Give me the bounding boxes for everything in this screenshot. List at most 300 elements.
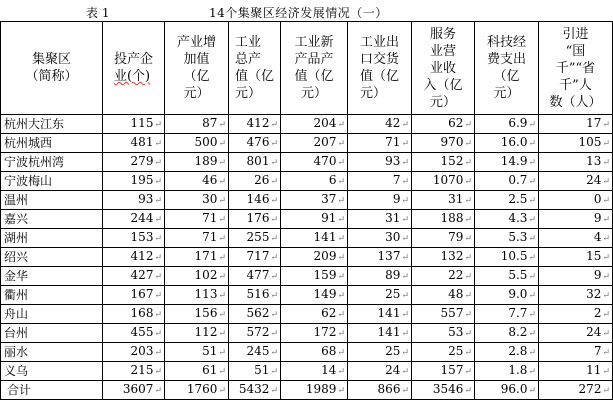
cell-service-revenue — [412, 381, 475, 400]
cell-gross-output — [229, 267, 281, 286]
paragraph-mark-icon: ↵ — [337, 196, 345, 206]
paragraph-mark-icon: ↵ — [602, 367, 610, 377]
paragraph-mark-icon: ↵ — [270, 234, 278, 244]
cell-value: 412 — [246, 116, 270, 130]
header-investors-line-1: 投产企 — [113, 52, 153, 67]
header-talent — [539, 22, 613, 115]
paragraph-mark-icon: ↵ — [337, 139, 345, 149]
cell-value: 477 — [246, 268, 270, 282]
cell-gross-output — [229, 210, 281, 229]
cell-value: 0 — [593, 192, 602, 206]
cell-value: 476 — [246, 135, 270, 149]
cell-value: 113 — [194, 287, 218, 301]
cell-value: 156 — [194, 306, 218, 320]
paragraph-mark-icon: ↵ — [401, 272, 409, 282]
paragraph-mark-icon: ↵ — [528, 139, 536, 149]
cell-service-revenue — [412, 191, 475, 210]
paragraph-mark-icon: ↵ — [337, 348, 345, 358]
cell-value: 22 — [448, 268, 464, 282]
paragraph-mark-icon: ↵ — [218, 120, 226, 130]
cell-value: 4 — [593, 230, 602, 244]
paragraph-mark-icon: ↵ — [218, 310, 226, 320]
cell-name — [1, 267, 103, 286]
cell-value: 207 — [313, 135, 337, 149]
cell-value-added — [165, 229, 229, 248]
cell-value: 衢州 — [4, 288, 29, 302]
cell-service-revenue — [412, 210, 475, 229]
cell-value: 30 — [385, 230, 401, 244]
cell-value: 244 — [130, 211, 154, 225]
cell-value: 62 — [448, 116, 464, 130]
cell-value-added — [165, 343, 229, 362]
cell-value: 7.7 — [508, 306, 528, 320]
cell-value: 141 — [377, 306, 401, 320]
cell-value-added — [165, 248, 229, 267]
header-value-added-line-1: 产业增 — [176, 35, 216, 50]
cell-export — [348, 362, 412, 381]
cell-value: 2.8 — [508, 344, 528, 358]
header-export-line-4: 元） — [359, 86, 386, 101]
paragraph-mark-icon: ↵ — [154, 348, 162, 358]
paragraph-mark-icon: ↵ — [602, 386, 610, 396]
cell-new-product — [281, 286, 348, 305]
cell-name — [1, 210, 103, 229]
cell-new-product — [281, 248, 348, 267]
paragraph-mark-icon: ↵ — [528, 272, 536, 282]
cell-talent — [539, 153, 613, 172]
paragraph-mark-icon: ↵ — [401, 310, 409, 320]
paragraph-mark-icon: ↵ — [154, 196, 162, 206]
cell-value: 2 — [593, 306, 602, 320]
paragraph-mark-icon: ↵ — [337, 310, 345, 320]
cell-value: 金华 — [4, 269, 29, 283]
cell-investors — [103, 210, 165, 229]
cell-value: 255 — [246, 230, 270, 244]
cell-value: 14.9 — [500, 154, 528, 168]
cell-value: 71 — [202, 211, 218, 225]
cell-name — [1, 362, 103, 381]
paragraph-mark-icon: ↵ — [154, 158, 162, 168]
cell-value: 37 — [321, 192, 337, 206]
header-export-line-3: 值（亿 — [359, 69, 399, 84]
cell-service-revenue — [412, 343, 475, 362]
paragraph-mark-icon: ↵ — [602, 196, 610, 206]
cell-value: 温州 — [4, 193, 29, 207]
cell-tech-spending — [475, 210, 539, 229]
header-new-product-line-1: 工业新 — [294, 35, 334, 50]
paragraph-mark-icon: ↵ — [528, 120, 536, 130]
cell-value: 79 — [448, 230, 464, 244]
cell-value: 189 — [194, 154, 218, 168]
paragraph-mark-icon: ↵ — [218, 367, 226, 377]
cell-value: 209 — [313, 249, 337, 263]
paragraph-mark-icon: ↵ — [528, 158, 536, 168]
cell-export — [348, 286, 412, 305]
cell-value: 159 — [313, 268, 337, 282]
cell-name — [1, 191, 103, 210]
paragraph-mark-icon: ↵ — [401, 253, 409, 263]
cell-tech-spending — [475, 324, 539, 343]
cell-service-revenue — [412, 324, 475, 343]
table-label: 表 1 — [86, 6, 110, 20]
paragraph-mark-icon: ↵ — [602, 272, 610, 282]
cell-value: 6 — [328, 173, 337, 187]
paragraph-mark-icon: ↵ — [528, 234, 536, 244]
paragraph-mark-icon: ↵ — [464, 329, 472, 339]
cell-value: 杭州大江东 — [4, 117, 65, 131]
table-row — [1, 267, 613, 286]
paragraph-mark-icon: ↵ — [602, 310, 610, 320]
cell-value: 970 — [440, 135, 464, 149]
paragraph-mark-icon: ↵ — [528, 196, 536, 206]
header-service-revenue-line-1: 服务 — [429, 26, 456, 42]
paragraph-mark-icon: ↵ — [602, 177, 610, 187]
cell-value: 153 — [130, 230, 154, 244]
paragraph-mark-icon: ↵ — [528, 348, 536, 358]
cell-new-product — [281, 267, 348, 286]
paragraph-mark-icon: ↵ — [337, 329, 345, 339]
cell-value: 172 — [313, 325, 337, 339]
cell-value: 203 — [130, 344, 154, 358]
header-investors — [103, 22, 165, 115]
cell-value: 42 — [385, 116, 401, 130]
cell-export — [348, 229, 412, 248]
paragraph-mark-icon: ↵ — [337, 367, 345, 377]
paragraph-mark-icon: ↵ — [337, 215, 345, 225]
cell-value: 25 — [448, 344, 464, 358]
cell-talent — [539, 286, 613, 305]
cell-investors — [103, 248, 165, 267]
paragraph-mark-icon: ↵ — [337, 234, 345, 244]
cell-export — [348, 115, 412, 134]
cell-tech-spending — [475, 343, 539, 362]
paragraph-mark-icon: ↵ — [401, 348, 409, 358]
paragraph-mark-icon: ↵ — [464, 177, 472, 187]
paragraph-mark-icon: ↵ — [528, 253, 536, 263]
cell-service-revenue — [412, 115, 475, 134]
cell-tech-spending — [475, 362, 539, 381]
header-value-added — [165, 22, 229, 115]
cell-service-revenue — [412, 229, 475, 248]
paragraph-mark-icon: ↵ — [154, 215, 162, 225]
cell-investors — [103, 153, 165, 172]
paragraph-mark-icon: ↵ — [337, 120, 345, 130]
cell-name — [1, 134, 103, 153]
table-row — [1, 362, 613, 381]
cell-value: 1070 — [432, 173, 464, 187]
cell-value: 562 — [246, 306, 270, 320]
cell-value: 24 — [385, 363, 401, 377]
paragraph-mark-icon: ↵ — [270, 196, 278, 206]
cell-talent — [539, 305, 613, 324]
cell-value: 171 — [194, 249, 218, 263]
table-row — [1, 305, 613, 324]
cell-new-product — [281, 305, 348, 324]
cell-value: 53 — [448, 325, 464, 339]
cell-value: 9.0 — [508, 287, 528, 301]
cell-value-added — [165, 115, 229, 134]
paragraph-mark-icon: ↵ — [401, 120, 409, 130]
paragraph-mark-icon: ↵ — [401, 291, 409, 301]
cell-new-product — [281, 229, 348, 248]
header-tech-spending-line-1: 科技经 — [486, 35, 526, 50]
cell-value: 195 — [130, 173, 154, 187]
cell-talent — [539, 381, 613, 400]
paragraph-mark-icon: ↵ — [528, 386, 536, 396]
cell-export — [348, 381, 412, 400]
header-talent-line-3: 千”“省 — [555, 60, 596, 76]
paragraph-mark-icon: ↵ — [401, 196, 409, 206]
table-row — [1, 191, 613, 210]
cell-value: 455 — [130, 325, 154, 339]
cell-value-added — [165, 210, 229, 229]
cell-value: 5.3 — [508, 230, 528, 244]
header-talent-line-1: 引进 — [562, 26, 589, 42]
cell-value: 89 — [385, 268, 401, 282]
header-name-line-1: 集聚区 — [31, 52, 71, 67]
header-export — [348, 22, 412, 115]
paragraph-mark-icon: ↵ — [154, 310, 162, 320]
paragraph-mark-icon: ↵ — [528, 367, 536, 377]
cell-value: 1760 — [186, 382, 218, 396]
cell-tech-spending — [475, 115, 539, 134]
paragraph-mark-icon: ↵ — [154, 120, 162, 130]
cell-gross-output — [229, 324, 281, 343]
cell-gross-output — [229, 191, 281, 210]
cell-value: 24 — [586, 325, 602, 339]
paragraph-mark-icon: ↵ — [270, 177, 278, 187]
paragraph-mark-icon: ↵ — [270, 139, 278, 149]
header-gross-output — [229, 22, 281, 115]
paragraph-mark-icon: ↵ — [154, 272, 162, 282]
cell-talent — [539, 134, 613, 153]
cell-export — [348, 134, 412, 153]
cell-value: 24 — [586, 173, 602, 187]
paragraph-mark-icon: ↵ — [464, 234, 472, 244]
cell-value: 215 — [130, 363, 154, 377]
header-tech-spending-line-2: 费支出 — [486, 52, 526, 67]
cell-investors — [103, 286, 165, 305]
header-gross-output-line-2: 总产 — [234, 52, 261, 67]
cell-value: 146 — [246, 192, 270, 206]
paragraph-mark-icon: ↵ — [602, 120, 610, 130]
cell-value: 112 — [194, 325, 218, 339]
cell-name — [1, 343, 103, 362]
cell-gross-output — [229, 172, 281, 191]
table-row — [1, 229, 613, 248]
cell-value: 31 — [448, 192, 464, 206]
cell-gross-output — [229, 229, 281, 248]
cell-value: 204 — [313, 116, 337, 130]
cell-value: 176 — [246, 211, 270, 225]
cell-tech-spending — [475, 153, 539, 172]
cell-value: 10.5 — [500, 249, 528, 263]
header-value-added-line-2: 加值 — [183, 52, 210, 67]
paragraph-mark-icon: ↵ — [401, 329, 409, 339]
header-service-revenue — [412, 22, 475, 115]
cell-talent — [539, 343, 613, 362]
cell-value: 102 — [194, 268, 218, 282]
paragraph-mark-icon: ↵ — [401, 234, 409, 244]
cell-value: 5432 — [238, 382, 270, 396]
cell-value: 91 — [321, 211, 337, 225]
table-title: 14个集聚区经济发展情况（一） — [209, 6, 388, 20]
cell-gross-output — [229, 286, 281, 305]
cell-value: 9 — [593, 211, 602, 225]
cell-export — [348, 191, 412, 210]
cell-investors — [103, 229, 165, 248]
cell-value: 6.9 — [508, 116, 528, 130]
paragraph-mark-icon: ↵ — [154, 253, 162, 263]
paragraph-mark-icon: ↵ — [154, 367, 162, 377]
paragraph-mark-icon: ↵ — [154, 291, 162, 301]
cell-value: 412 — [130, 249, 154, 263]
header-name — [1, 22, 103, 115]
cell-value: 152 — [440, 154, 464, 168]
paragraph-mark-icon: ↵ — [528, 329, 536, 339]
cell-value: 87 — [202, 116, 218, 130]
cell-talent — [539, 210, 613, 229]
paragraph-mark-icon: ↵ — [218, 139, 226, 149]
paragraph-mark-icon: ↵ — [270, 348, 278, 358]
cell-gross-output — [229, 381, 281, 400]
cell-value: 167 — [130, 287, 154, 301]
cell-investors — [103, 172, 165, 191]
paragraph-mark-icon: ↵ — [464, 310, 472, 320]
cell-name — [1, 381, 103, 400]
cell-value: 96.0 — [500, 382, 528, 396]
cell-new-product — [281, 153, 348, 172]
data-table — [0, 21, 613, 400]
cell-gross-output — [229, 115, 281, 134]
cell-gross-output — [229, 134, 281, 153]
cell-value: 48 — [448, 287, 464, 301]
cell-value: 141 — [313, 230, 337, 244]
cell-value: 3607 — [122, 382, 154, 396]
cell-value-added — [165, 324, 229, 343]
cell-talent — [539, 362, 613, 381]
cell-new-product — [281, 172, 348, 191]
paragraph-mark-icon: ↵ — [602, 348, 610, 358]
paragraph-mark-icon: ↵ — [602, 253, 610, 263]
cell-name — [1, 324, 103, 343]
paragraph-mark-icon: ↵ — [270, 291, 278, 301]
paragraph-mark-icon: ↵ — [270, 367, 278, 377]
header-value-added-line-3: （亿 — [183, 69, 210, 84]
header-new-product-line-3: 值（亿 — [294, 69, 334, 84]
paragraph-mark-icon: ↵ — [602, 329, 610, 339]
cell-investors — [103, 115, 165, 134]
cell-new-product — [281, 324, 348, 343]
header-talent-line-5: 数（人） — [549, 94, 602, 110]
cell-value: 台州 — [4, 326, 29, 340]
cell-talent — [539, 324, 613, 343]
cell-value: 481 — [130, 135, 154, 149]
header-tech-spending — [475, 22, 539, 115]
paragraph-mark-icon: ↵ — [218, 234, 226, 244]
cell-value: 149 — [313, 287, 337, 301]
cell-tech-spending — [475, 172, 539, 191]
cell-name — [1, 305, 103, 324]
cell-value: 141 — [377, 325, 401, 339]
paragraph-mark-icon: ↵ — [218, 158, 226, 168]
paragraph-mark-icon: ↵ — [218, 196, 226, 206]
cell-value: 7 — [593, 344, 602, 358]
paragraph-mark-icon: ↵ — [218, 386, 226, 396]
cell-gross-output — [229, 343, 281, 362]
cell-name — [1, 229, 103, 248]
cell-tech-spending — [475, 191, 539, 210]
cell-value-added — [165, 381, 229, 400]
cell-value: 46 — [202, 173, 218, 187]
cell-name — [1, 248, 103, 267]
total-row — [1, 381, 613, 400]
cell-value-added — [165, 191, 229, 210]
cell-value: 557 — [440, 306, 464, 320]
cell-value: 470 — [313, 154, 337, 168]
header-talent-line-4: 千”人 — [559, 77, 592, 93]
cell-value: 杭州城西 — [4, 136, 53, 150]
cell-export — [348, 248, 412, 267]
paragraph-mark-icon: ↵ — [218, 177, 226, 187]
cell-value: 427 — [130, 268, 154, 282]
cell-tech-spending — [475, 229, 539, 248]
cell-export — [348, 210, 412, 229]
cell-gross-output — [229, 305, 281, 324]
paragraph-mark-icon: ↵ — [154, 234, 162, 244]
header-service-revenue-line-3: 业收 — [429, 60, 456, 76]
paragraph-mark-icon: ↵ — [401, 139, 409, 149]
paragraph-mark-icon: ↵ — [218, 215, 226, 225]
paragraph-mark-icon: ↵ — [528, 310, 536, 320]
cell-new-product — [281, 343, 348, 362]
paragraph-mark-icon: ↵ — [270, 310, 278, 320]
cell-service-revenue — [412, 153, 475, 172]
paragraph-mark-icon: ↵ — [464, 253, 472, 263]
paragraph-mark-icon: ↵ — [218, 291, 226, 301]
cell-value: 3546 — [432, 382, 464, 396]
cell-gross-output — [229, 248, 281, 267]
paragraph-mark-icon: ↵ — [337, 291, 345, 301]
header-export-line-2: 口交货 — [359, 52, 399, 67]
header-new-product-line-2: 产品产 — [294, 52, 334, 67]
cell-value: 9 — [392, 192, 401, 206]
paragraph-mark-icon: ↵ — [218, 253, 226, 263]
cell-value: 11 — [586, 363, 602, 377]
cell-value: 61 — [202, 363, 218, 377]
cell-tech-spending — [475, 305, 539, 324]
paragraph-mark-icon: ↵ — [528, 215, 536, 225]
cell-service-revenue — [412, 248, 475, 267]
cell-value: 1.8 — [508, 363, 528, 377]
cell-value: 31 — [385, 211, 401, 225]
table-row — [1, 210, 613, 229]
paragraph-mark-icon: ↵ — [401, 386, 409, 396]
header-talent-line-2: “国 — [565, 43, 586, 59]
cell-talent — [539, 229, 613, 248]
header-gross-output-line-3: 值（亿 — [234, 69, 274, 84]
cell-value: 137 — [377, 249, 401, 263]
cell-value: 51 — [202, 344, 218, 358]
header-export-line-1: 工业出 — [359, 35, 399, 50]
header-tech-spending-line-3: （亿 — [493, 69, 520, 84]
paragraph-mark-icon: ↵ — [602, 215, 610, 225]
header-service-revenue-line-2: 业营 — [429, 43, 456, 59]
cell-investors — [103, 362, 165, 381]
cell-value: 500 — [194, 135, 218, 149]
cell-value: 义乌 — [4, 364, 29, 378]
cell-investors — [103, 134, 165, 153]
